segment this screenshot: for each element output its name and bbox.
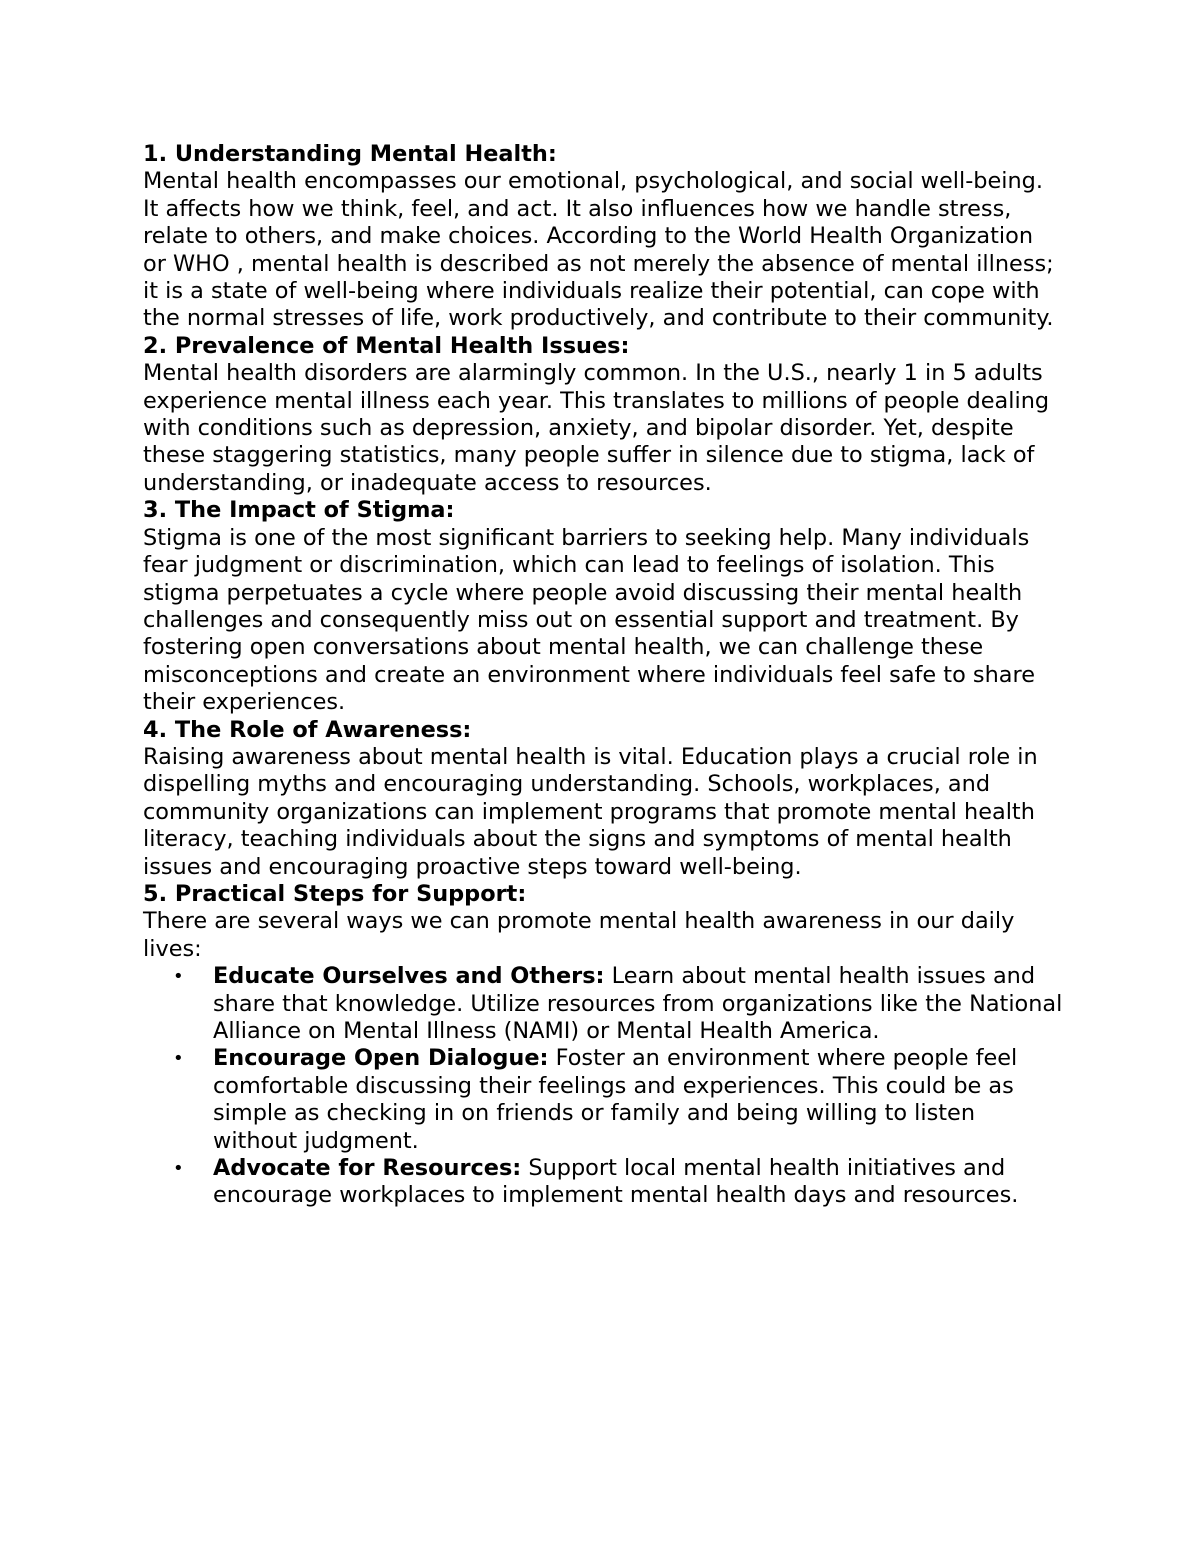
list-item-text: Support local mental health initiatives and encourage workplaces to implement mental health days and resources. <box>213 1155 1019 1209</box>
section-understanding <box>143 141 1063 333</box>
section-heading: 1. Understanding Mental Health: <box>143 141 557 167</box>
section-body: Stigma is one of the most significant barriers to seeking help. Many individuals fear judgment or discrimination, which can lead to feelings of isolation. This stigma perpetuates a cycle where people avoid discussing their mental health challenges and consequently miss out on essential support and treatment. By fostering open conversations about mental health, we can challenge these misconceptions and create an environment where individuals feel safe to share their experiences. <box>143 524 1035 716</box>
list-item-text: Learn about mental health issues and share that knowledge. Utilize resources from organizations like the National Alliance on Mental Illness (NAMI) or Mental Health America. <box>213 963 1063 1044</box>
document-page <box>143 141 1063 1210</box>
section-heading: 2. Prevalence of Mental Health Issues: <box>143 332 630 359</box>
support-steps-list <box>143 963 1063 1210</box>
section-body: There are several ways we can promote mental health awareness in our daily lives: <box>143 908 1015 962</box>
list-item-text: Foster an environment where people feel comfortable discussing their feelings and experiences. This could be as simple as checking in on friends or family and being willing to listen without judgment. <box>213 1045 1018 1154</box>
section-body: Raising awareness about mental health is vital. Education plays a crucial role in dispelling myths and encouraging understanding. Schools, workplaces, and community organizations can implement programs that promote mental health literacy, teaching individuals about the signs and symptoms of mental health issues and encouraging proactive steps toward well-being. <box>143 743 1038 880</box>
list-item-term: Encourage Open Dialogue: <box>213 1045 549 1072</box>
section-body: Mental health disorders are alarmingly common. In the U.S., nearly 1 in 5 adults experience mental illness each year. This translates to millions of people dealing with conditions such as depression, anxiety, and bipolar disorder. Yet, despite these staggering statistics, many people suffer in silence due to stigma, lack of understanding, or inadequate access to resources. <box>143 360 1050 496</box>
section-heading: 4. The Role of Awareness: <box>143 716 472 743</box>
section-practical-steps <box>143 881 1063 1210</box>
section-stigma <box>143 497 1063 716</box>
list-item-term: Advocate for Resources: <box>213 1155 522 1182</box>
section-heading: 3. The Impact of Stigma: <box>143 497 455 524</box>
list-item-term: Educate Ourselves and Others: <box>213 963 605 990</box>
list-item <box>143 1155 1063 1210</box>
bullet-icon: • <box>173 966 184 988</box>
section-prevalence <box>143 333 1063 497</box>
bullet-icon: • <box>173 1048 184 1070</box>
bullet-icon: • <box>173 1158 184 1180</box>
section-awareness <box>143 717 1063 881</box>
section-heading: 5. Practical Steps for Support: <box>143 880 527 907</box>
list-item <box>143 963 1063 1045</box>
section-body: Mental health encompasses our emotional, psychological, and social well-being. It affects how we think, feel, and act. It also influences how we handle stress, relate to others, and make choices. According to the World Health Organization or WHO , mental health is described as not merely the absence of mental illness; it is a state of well-being where individuals realize their potential, can cope with the normal stresses of life, work productively, and contribute to their community. <box>143 168 1054 332</box>
list-item <box>143 1045 1063 1155</box>
